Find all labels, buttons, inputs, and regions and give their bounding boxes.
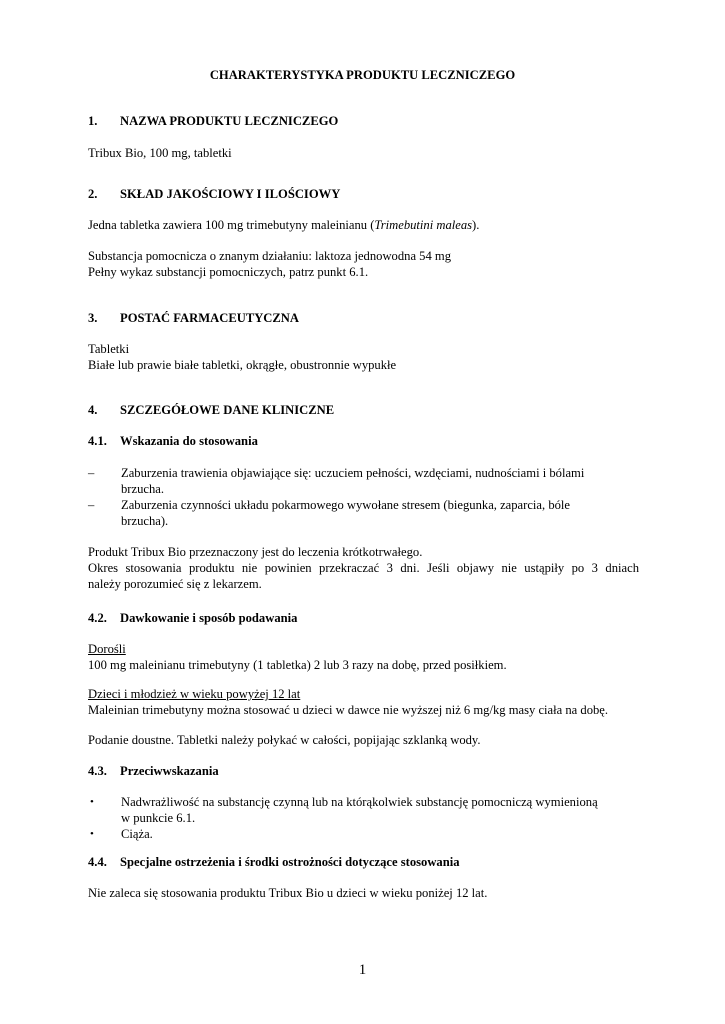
- section-2-heading: [88, 186, 340, 202]
- section-4-1-title: Wskazania do stosowania: [120, 434, 258, 448]
- section-4-2-heading: [88, 610, 297, 626]
- indication-item-2-line-2: brzucha).: [121, 514, 169, 528]
- section-3-heading: [88, 310, 299, 326]
- dash-marker: –: [88, 466, 95, 480]
- section-3-title: POSTAĆ FARMACEUTYCZNA: [120, 311, 299, 325]
- section-4-4-heading: [88, 854, 460, 870]
- contraindication-item-2: Ciąża.: [121, 827, 153, 841]
- form-line-1: Tabletki: [88, 342, 130, 356]
- section-4-3-heading: [88, 763, 219, 779]
- latin-name: Trimebutini maleas: [374, 218, 473, 232]
- short-term-note: Produkt Tribux Bio przeznaczony jest do leczenia krótkotrwałego.: [88, 545, 423, 559]
- duration-note-line-1: Okres stosowania produktu nie powinien przekraczać 3 dni. Jeśli objawy nie ustąpiły po 3 dniach: [88, 561, 639, 575]
- bullet-marker: •: [90, 828, 94, 840]
- pediatric-warning: Nie zaleca się stosowania produktu Tribux Bio u dzieci w wieku poniżej 12 lat.: [88, 886, 488, 900]
- section-4-2-title: Dawkowanie i sposób podawania: [120, 611, 298, 625]
- contraindication-item-1-line-1: Nadwrażliwość na substancję czynną lub na którąkolwiek substancję pomocniczą wymienioną: [121, 795, 598, 809]
- section-1-number: 1.: [88, 114, 98, 128]
- excipient-line: Substancja pomocnicza o znanym działaniu: laktoza jednowodna 54 mg: [88, 249, 452, 263]
- indication-item-1-line-1: Zaburzenia trawienia objawiające się: uczuciem pełności, wzdęciami, nudnościami i bólami: [121, 466, 585, 480]
- product-name-text: Tribux Bio, 100 mg, tabletki: [88, 146, 232, 160]
- bullet-marker: •: [90, 796, 94, 808]
- section-3-number: 3.: [88, 311, 98, 325]
- indication-item-1-line-2: brzucha.: [121, 482, 165, 496]
- composition-text: Jedna tabletka zawiera 100 mg trimebutyny maleinianu (: [88, 218, 375, 232]
- section-4-heading: [88, 402, 334, 418]
- composition-end: ).: [472, 218, 480, 232]
- composition-line: [88, 217, 479, 233]
- section-4-3-number: 4.3.: [88, 764, 107, 778]
- section-4-2-number: 4.2.: [88, 611, 107, 625]
- section-4-title: SZCZEGÓŁOWE DANE KLINICZNE: [120, 403, 335, 417]
- section-1-title: NAZWA PRODUKTU LECZNICZEGO: [120, 114, 339, 128]
- section-4-1-number: 4.1.: [88, 434, 107, 448]
- adults-label: Dorośli: [88, 642, 126, 656]
- section-4-number: 4.: [88, 403, 98, 417]
- section-2-number: 2.: [88, 187, 98, 201]
- section-4-4-title: Specjalne ostrzeżenia i środki ostrożności dotyczące stosowania: [120, 855, 460, 869]
- form-line-2: Białe lub prawie białe tabletki, okrągłe, obustronnie wypukłe: [88, 358, 397, 372]
- administration-note: Podanie doustne. Tabletki należy połykać w całości, popijając szklanką wody.: [88, 733, 481, 747]
- excipient-reference: Pełny wykaz substancji pomocniczych, patrz punkt 6.1.: [88, 265, 369, 279]
- section-4-1-heading: [88, 433, 258, 449]
- contraindication-item-1-line-2: w punkcie 6.1.: [121, 811, 196, 825]
- section-4-4-number: 4.4.: [88, 855, 107, 869]
- section-2-title: SKŁAD JAKOŚCIOWY I ILOŚCIOWY: [120, 187, 341, 201]
- page-number: 1: [358, 962, 367, 978]
- document-title: CHARAKTERYSTYKA PRODUKTU LECZNICZEGO: [209, 68, 516, 82]
- indication-item-2-line-1: Zaburzenia czynności układu pokarmowego wywołane stresem (biegunka, zaparcia, bóle: [121, 498, 571, 512]
- duration-note-line-2: należy porozumieć się z lekarzem.: [88, 577, 262, 591]
- section-1-heading: [88, 113, 338, 129]
- dash-marker: –: [88, 498, 95, 512]
- children-dosage: Maleinian trimebutyny można stosować u dzieci w dawce nie wyższej niż 6 mg/kg masy ciała na dobę.: [88, 703, 609, 717]
- children-label: Dzieci i młodzież w wieku powyżej 12 lat: [88, 687, 301, 701]
- section-4-3-title: Przeciwwskazania: [120, 764, 219, 778]
- adults-dosage: 100 mg maleinianu trimebutyny (1 tabletka) 2 lub 3 razy na dobę, przed posiłkiem.: [88, 658, 507, 672]
